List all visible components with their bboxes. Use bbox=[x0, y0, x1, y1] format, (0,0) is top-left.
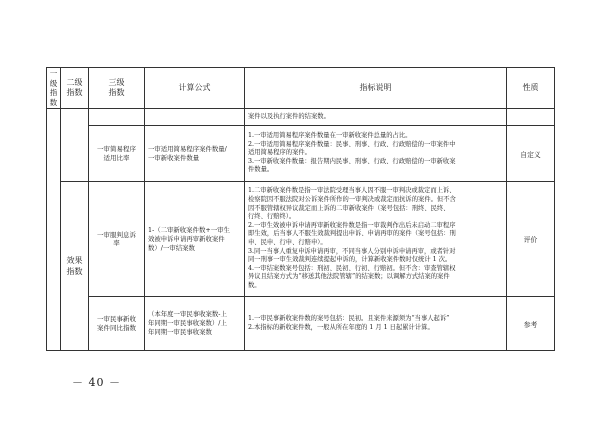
indicator-name: 一审简易程序 适用比率 bbox=[89, 126, 145, 182]
continuation-row bbox=[47, 109, 555, 126]
indicator-property: 参考 bbox=[507, 297, 555, 351]
level2-category-effect: 效果 指数 bbox=[61, 182, 89, 351]
level3-cell-continued bbox=[89, 109, 145, 126]
description-continued: 案件以及执行案件的结案数。 bbox=[245, 109, 507, 126]
header-formula: 计算公式 bbox=[145, 68, 245, 109]
indicator-formula: （本年度一审民事收案数-上 年同期一审民事收案数）/上 年同期一审民事收案数 bbox=[145, 297, 245, 351]
indicator-name: 一审服判息诉 率 bbox=[89, 182, 145, 297]
indicator-description: 1.一审民事新收案件数的案号包括：民初。且案件来源须为“当事人起诉” 2.本指标的新收案件数，一般从所在年度的 1 月 1 日起累计计算。 bbox=[245, 297, 507, 351]
table-row bbox=[47, 126, 555, 182]
header-property: 性质 bbox=[507, 68, 555, 109]
indicator-description: 1.一审适用简易程序案件数量在一审新收案件总量的占比。 2.一审适用简易程序案件数量：民事、刑事、行政、行政赔偿的一审案件中 适用简易程序的案件。 3.一审新收案件数量：报告期内民事、刑事、行政、行政赔偿的一审新收案 件数量。 bbox=[245, 126, 507, 182]
table-header-row bbox=[47, 68, 555, 109]
header-description: 指标说明 bbox=[245, 68, 507, 109]
header-level1: 一 级 指 数 bbox=[47, 68, 61, 109]
page-number: － 40 － bbox=[72, 376, 121, 389]
table-row bbox=[47, 182, 555, 297]
indicator-formula: 1-（二审新收案件数+一审生 效被申诉申请再审新收案件 数）/一审结案数 bbox=[145, 182, 245, 297]
indicator-name: 一审民事新收 案件同比指数 bbox=[89, 297, 145, 351]
table-row bbox=[47, 297, 555, 351]
formula-cell-continued bbox=[145, 109, 245, 126]
level2-cell-top bbox=[61, 109, 89, 182]
property-cell-continued bbox=[507, 109, 555, 126]
header-level2: 二级 指数 bbox=[61, 68, 89, 109]
indicator-description: 1.二审新收案件数是指一审法院受理当事人因不服一审判决或裁定而上诉、 检察院因不服法院对公诉案件所作的一审判决或裁定而抗诉的案件。但不含 因不服管辖权异议裁定而上诉的二审新收案件（案号包括：刑终、民终、 行终、行赔终）。 2.一审生效被申诉申请再审新收案件数是指一审裁判作出后未启动二审程序 即生效，后当事人不服生效裁判提出申诉、申请再审的案件（案号包括：刑 申、民申、行申、行赔申）。 3.同一当事人重复申诉申请再审，不同当事人分别申诉申请再审，或者针对 同一刑事一审生效裁判连续提起申诉的，计算新收案件数时仅统计 1 次。 4.一审结案数案号包括：刑初、民初、行初、行赔初。但不含：审查管辖权 异议且结案方式为“移送其他法院管辖”的结案数；以调解方式结案的案件 数。 bbox=[245, 182, 507, 297]
level1-cell bbox=[47, 109, 61, 351]
indicator-property: 评价 bbox=[507, 182, 555, 297]
indicator-table bbox=[46, 67, 555, 351]
indicator-property: 自定义 bbox=[507, 126, 555, 182]
indicator-formula: 一审适用简易程序案件数量/ 一审新收案件数量 bbox=[145, 126, 245, 182]
header-level3: 三级 指数 bbox=[89, 68, 145, 109]
